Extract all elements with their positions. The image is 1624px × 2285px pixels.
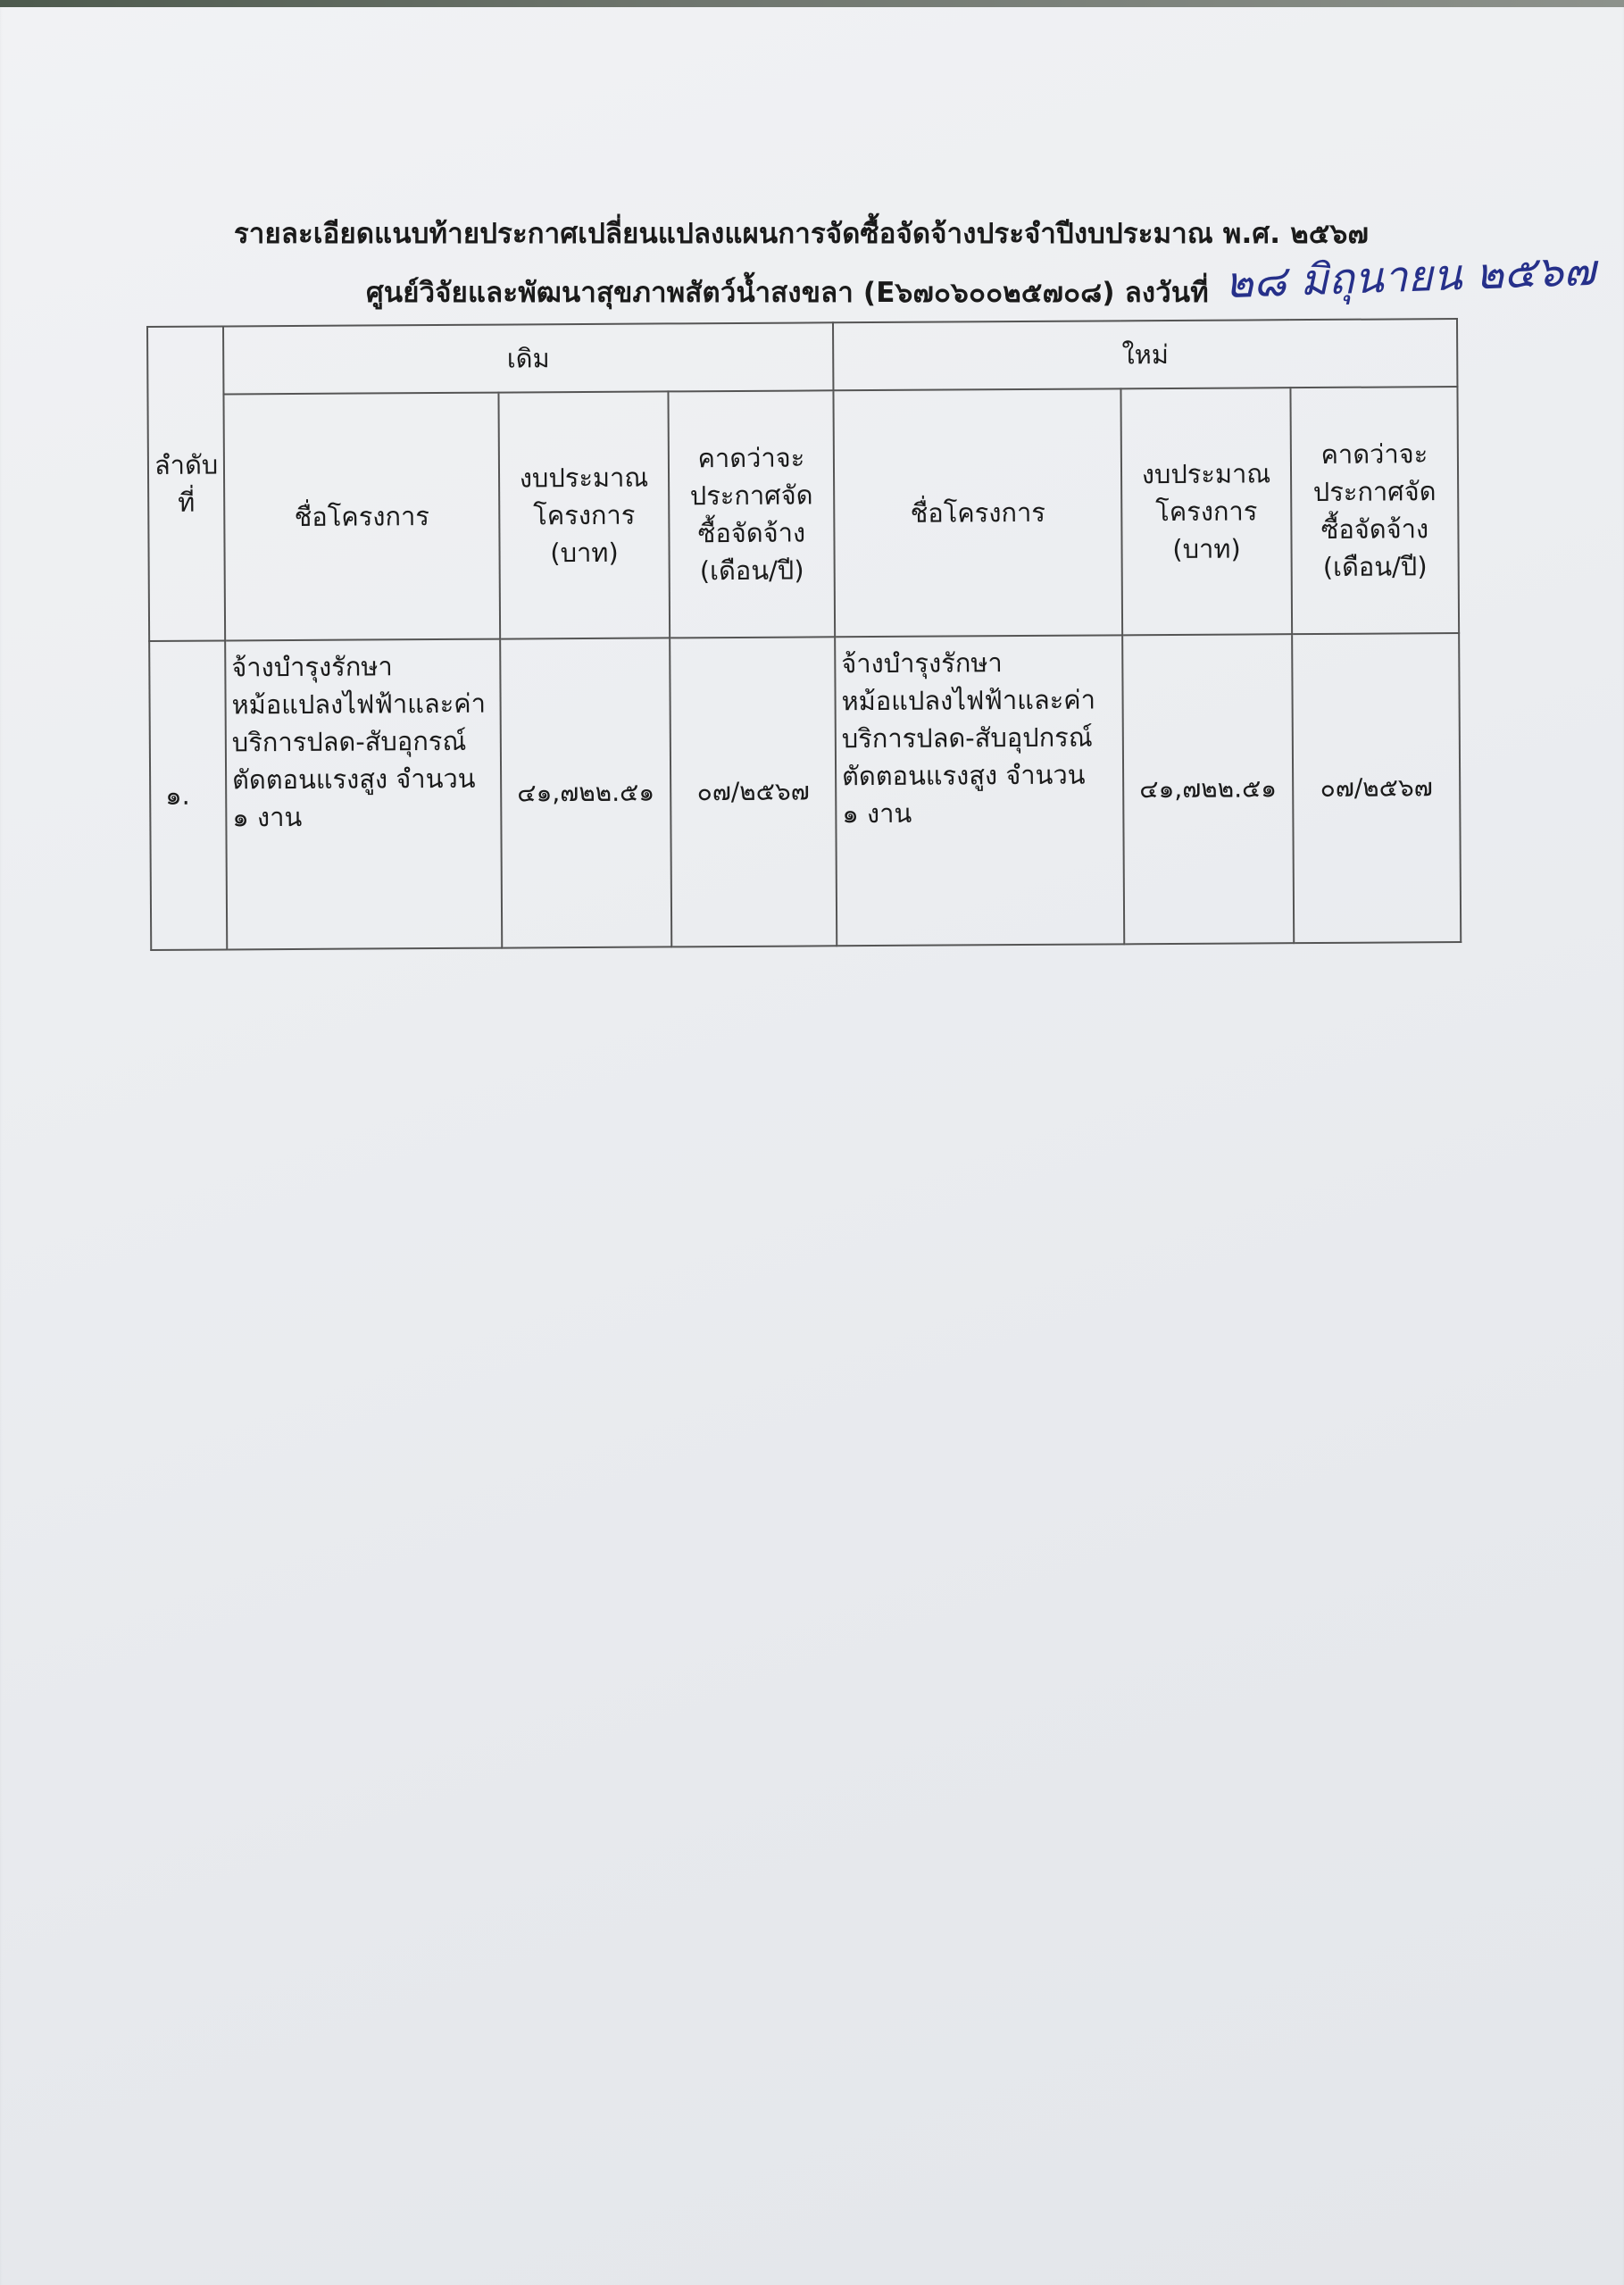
handwritten-date: ๒๘ มิถุนายน ๒๕๖๗ [1224,245,1596,309]
header-group-new: ใหม่ [833,319,1457,390]
new-project-name: จ้างบำรุงรักษา หม้อแปลงไฟฟ้าและค่า บริการปลด-สับอุปกรณ์ ตัดตอนแรงสูง จำนวน ๑ งาน [835,635,1124,946]
document-subtitle: ศูนย์วิจัยและพัฒนาสุขภาพสัตว์น้ำสงขลา (E๖๗๐๖๐๐๒๕๗๐๘) ลงวันที่ [366,277,1209,309]
document-title: รายละเอียดแนบท้ายประกาศเปลี่ยนแปลงแผนการจัดซื้อจัดจ้างประจำปีงบประมาณ พ.ศ. ๒๕๖๗ [234,218,1369,250]
procurement-plan-table [146,318,1462,951]
header-new-budget: งบประมาณ โครงการ (บาท) [1120,388,1292,635]
new-budget-value: ๔๑,๗๒๒.๕๑ [1122,634,1294,944]
header-new-project-name: ชื่อโครงการ [833,388,1122,637]
table-header-row-group [147,319,1457,395]
header-index: ลำดับ ที่ [147,326,225,641]
old-budget-value: ๔๑,๗๒๒.๕๑ [500,638,671,947]
table-header-row-columns [147,387,1459,641]
table-row [149,633,1461,950]
old-expected-date: ๐๗/๒๕๖๗ [670,637,837,947]
header-old-project-name: ชื่อโครงการ [223,393,500,641]
row-index: ๑. [149,640,227,950]
old-project-name: จ้างบำรุงรักษา หม้อแปลงไฟฟ้าและค่า บริการปลด-สับอุกรณ์ ตัดตอนแรงสูง จำนวน ๑ งาน [225,639,502,950]
header-group-old: เดิม [223,322,833,394]
header-old-budget: งบประมาณ โครงการ (บาท) [498,391,670,638]
page-top-edge [0,0,1624,7]
header-new-expected: คาดว่าจะ ประกาศจัด ซื้อจัดจ้าง (เดือน/ปี) [1290,387,1459,634]
header-old-expected: คาดว่าจะ ประกาศจัด ซื้อจัดจ้าง (เดือน/ปี) [668,390,835,638]
new-expected-date: ๐๗/๒๕๖๗ [1292,633,1461,943]
